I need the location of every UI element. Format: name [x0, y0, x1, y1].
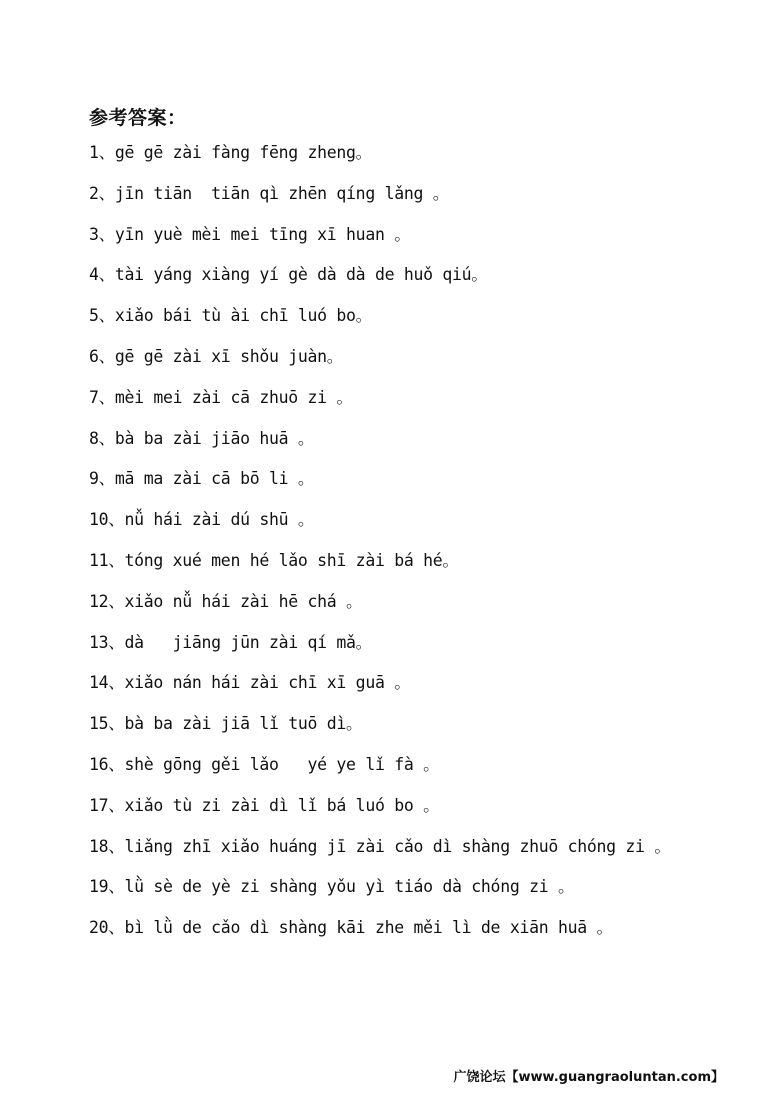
answer-list — [89, 141, 671, 957]
page-title: 参考答案： — [89, 107, 187, 129]
answer-item: 8、bà ba zài jiāo huā 。 — [89, 428, 315, 448]
answer-item: 7、mèi mei zài cā zhuō zi 。 — [89, 387, 353, 407]
answer-item: 4、tài yáng xiàng yí gè dà dà de huǒ qiú。 — [89, 265, 488, 285]
answer-item: 1、gē gē zài fàng fēng zheng。 — [89, 143, 372, 162]
answer-item: 11、tóng xué men hé lǎo shī zài bá hé。 — [89, 550, 459, 570]
answer-item: 19、lǜ sè de yè zi shàng yǒu yì tiáo dà chóng zi 。 — [89, 877, 575, 897]
answer-item: 14、xiǎo nán hái zài chī xī guā 。 — [89, 673, 411, 693]
answer-item: 15、bà ba zài jiā lǐ tuō dì。 — [89, 714, 363, 734]
answer-item: 2、jīn tiān tiān qì zhēn qíng lǎng 。 — [89, 183, 449, 203]
answer-item: 20、bì lǜ de cǎo dì shàng kāi zhe měi lì de xiān huā 。 — [89, 918, 613, 938]
answer-item: 13、dà jiāng jūn zài qí mǎ。 — [89, 632, 372, 652]
answer-item: 16、shè gōng gěi lǎo yé ye lǐ fà 。 — [89, 754, 440, 774]
answer-item: 3、yīn yuè mèi mei tīng xī huan 。 — [89, 224, 411, 244]
answer-item: 5、xiǎo bái tù ài chī luó bo。 — [89, 306, 372, 326]
answer-item: 6、gē gē zài xī shǒu juàn。 — [89, 346, 343, 366]
answer-item: 9、mā ma zài cā bō li 。 — [89, 469, 315, 489]
footer-watermark: 广饶论坛【www.guangraoluntan.com】 — [453, 1070, 724, 1085]
answer-item: 12、xiǎo nǚ hái zài hē chá 。 — [89, 591, 363, 611]
answer-item: 10、nǚ hái zài dú shū 。 — [89, 510, 315, 530]
answer-item: 17、xiǎo tù zi zài dì lǐ bá luó bo 。 — [89, 795, 440, 815]
answer-item: 18、liǎng zhī xiǎo huáng jī zài cǎo dì shàng zhuō chóng zi 。 — [89, 836, 671, 856]
